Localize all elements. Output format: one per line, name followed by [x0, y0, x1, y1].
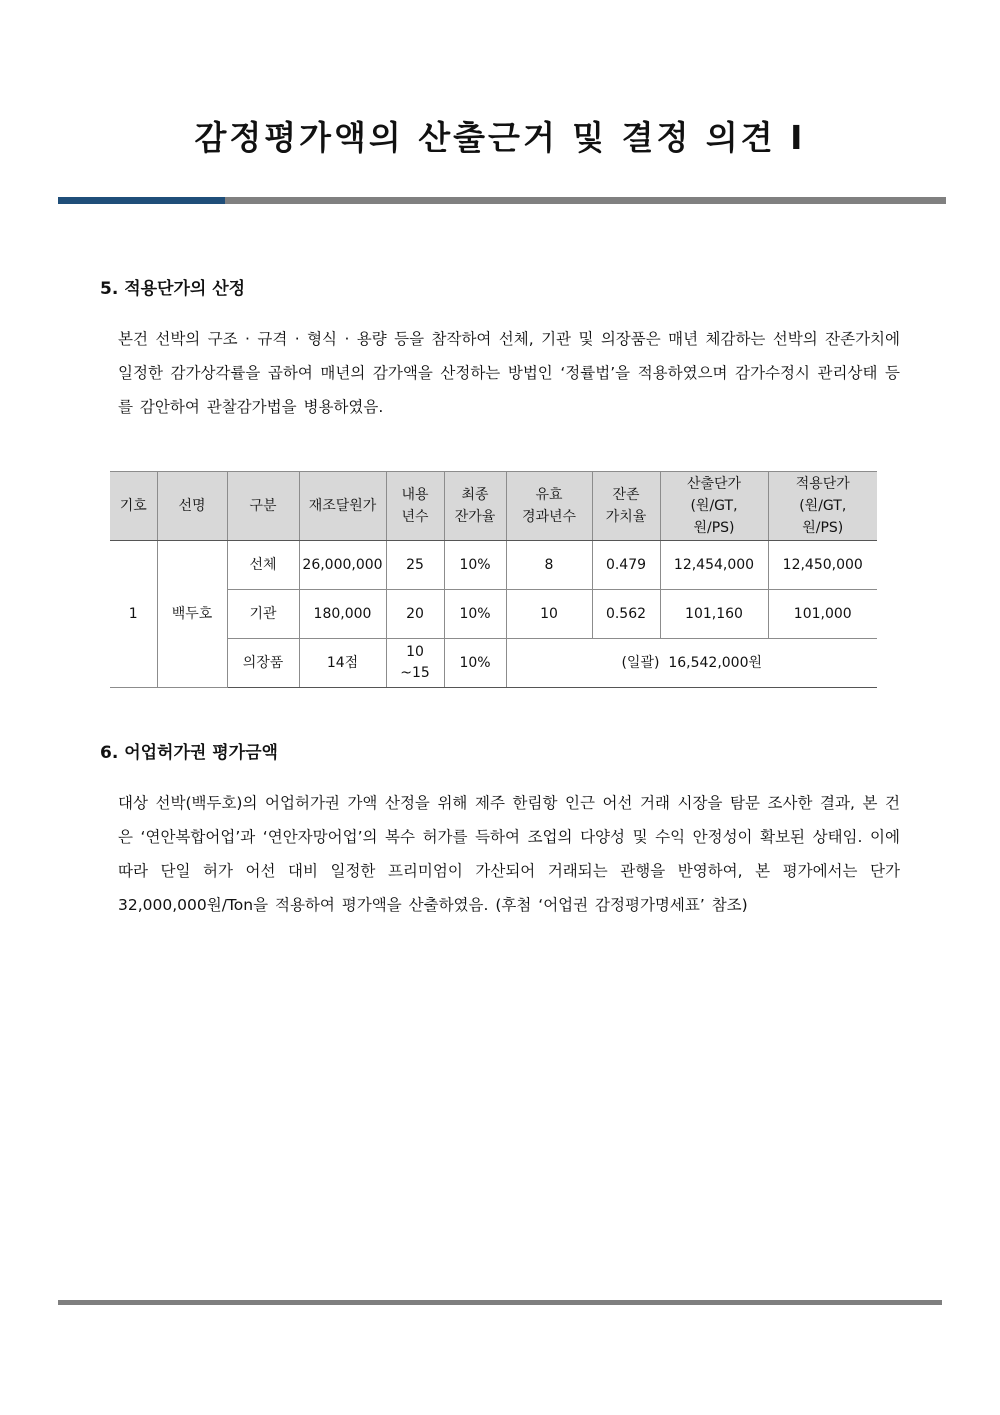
cell-calculated-unit-price: 101,160	[660, 590, 768, 639]
header-symbol: 기호	[110, 472, 157, 541]
cell-calculated-unit-price: 12,454,000	[660, 541, 768, 590]
header-rule-accent	[58, 197, 225, 204]
cell-applied-unit-price: 12,450,000	[768, 541, 877, 590]
cell-category: 기관	[227, 590, 299, 639]
cell-replacement-cost: 14점	[299, 639, 386, 688]
header-useful-life: 내용 년수	[386, 472, 444, 541]
page-title: 감정평가액의 산출근거 및 결정 의견 I	[194, 118, 806, 157]
cell-final-residual-rate: 10%	[444, 590, 506, 639]
section-paragraph-fishing-license: 대상 선박(백두호)의 어업허가권 가액 산정을 위해 제주 한림항 인근 어선 거래 시장을 탐문 조사한 결과, 본 건은 ‘연안복합어업’과 ‘연안자망어업’의 복수 허가를 득하여 조업의 다양성 및 수익 안정성이 확보된 상태임. 이에 따라 단일 허가 어선 대비 일정한 프리미엄이 가산되어 거래되는 관행을 반영하여, 본 평가에서는 단가 32,000,000원/Ton을 적용하여 평가액을 산출하였음. (후첨 ‘어업권 감정평가명세표’ 참조)	[118, 794, 900, 914]
section-heading-fishing-license: 6. 어업허가권 평가금액	[100, 743, 278, 763]
cell-residual-value-rate: 0.479	[592, 541, 660, 590]
header-replacement-cost: 재조달원가	[299, 472, 386, 541]
cell-category: 선체	[227, 541, 299, 590]
cell-category: 의장품	[227, 639, 299, 688]
cell-replacement-cost: 26,000,000	[299, 541, 386, 590]
cell-applied-unit-price: 101,000	[768, 590, 877, 639]
table-row	[110, 541, 877, 590]
cell-lump-sum: (일괄) 16,542,000원	[506, 639, 877, 688]
cell-elapsed-years: 10	[506, 590, 592, 639]
section-heading-unit-price: 5. 적용단가의 산정	[100, 279, 246, 299]
section-paragraph-unit-price: 본건 선박의 구조 · 규격 · 형식 · 용량 등을 참작하여 선체, 기관 및 의장품은 매년 체감하는 선박의 잔존가치에 일정한 감가상각률을 곱하여 매년의 감가액을 산정하는 방법인 ‘정률법’을 적용하였으며 감가수정시 관리상태 등를 감안하여 관찰감가법을 병용하였음.	[118, 330, 900, 416]
header-elapsed-years: 유효 경과년수	[506, 472, 592, 541]
cell-elapsed-years: 8	[506, 541, 592, 590]
cell-residual-value-rate: 0.562	[592, 590, 660, 639]
header-applied-unit-price: 적용단가 (원/GT, 원/PS)	[768, 472, 877, 541]
cell-replacement-cost: 180,000	[299, 590, 386, 639]
header-rule-line	[225, 197, 946, 204]
cell-useful-life: 20	[386, 590, 444, 639]
cell-useful-life: 10 ~15	[386, 639, 444, 688]
footer-rule	[58, 1300, 942, 1305]
header-vessel-name: 선명	[157, 472, 227, 541]
cell-vessel-name: 백두호	[157, 541, 227, 688]
header-residual-value-rate: 잔존 가치율	[592, 472, 660, 541]
header-rule	[58, 197, 946, 204]
header-final-residual-rate: 최종 잔가율	[444, 472, 506, 541]
header-calculated-unit-price: 산출단가 (원/GT, 원/PS)	[660, 472, 768, 541]
table-header-row	[110, 472, 877, 541]
unit-price-table	[110, 471, 877, 688]
header-category: 구분	[227, 472, 299, 541]
cell-final-residual-rate: 10%	[444, 639, 506, 688]
cell-useful-life: 25	[386, 541, 444, 590]
cell-final-residual-rate: 10%	[444, 541, 506, 590]
cell-symbol: 1	[110, 541, 157, 688]
